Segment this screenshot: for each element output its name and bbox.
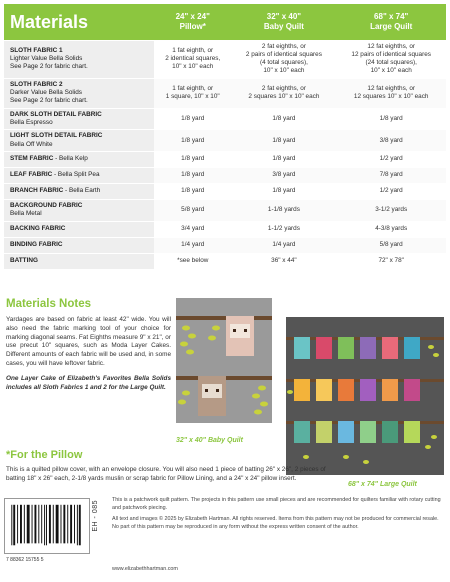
pillow-body: This is a quilted pillow cover, with an envelope closure. You will also need 1 piece of batting 26" x 26", 2 pieces of batting 18" x 26" each, 2-1/8 yards muslin or scrap fabric for Pillow Lining, and a 24" x 24" pillow insert. xyxy=(6,466,326,482)
table-row xyxy=(4,78,446,108)
quantity-cell: 1-1/2 yards xyxy=(231,221,336,237)
quantity-cell: 3/4 yard xyxy=(154,221,231,237)
pillow-notes xyxy=(6,448,336,484)
website-link[interactable]: www.elizabethhartman.com xyxy=(112,566,178,572)
barcode xyxy=(4,498,90,554)
layer-cake-note: One Layer Cake of Elizabeth's Favorites Bella Solids includes all Sloth Fabrics 1 and 2 for the Large Quilt. xyxy=(6,374,171,391)
table-row xyxy=(4,108,446,130)
fabric-name-cell: BINDING FABRIC xyxy=(4,237,154,253)
fabric-name-cell: SLOTH FABRIC 1 Lighter Value Bella Solids See Page 2 for fabric chart. xyxy=(4,40,154,78)
quantity-cell: 5/8 yard xyxy=(154,200,231,222)
baby-quilt-caption: 32" x 40" Baby Quilt xyxy=(176,437,243,444)
legal-paragraph-2: All text and images © 2025 by Elizabeth Hartman. All rights reserved. Items from this pattern may not be produced for commercial resale. No part of this pattern may be reproduced in any form without the express written consent of the author. xyxy=(112,516,439,531)
table-row xyxy=(4,184,446,200)
quantity-cell: 3-1/2 yards xyxy=(336,200,446,222)
quantity-cell: 1/8 yard xyxy=(154,168,231,184)
quantity-cell: 36" x 44" xyxy=(231,253,336,269)
table-row xyxy=(4,200,446,222)
materials-notes-body: Yardages are based on fabric at least 42" wide. You will also need the fabric marking tool of your choice for marking diagonal seams. Fat Eighths measure 9" x 21", or use precut 10" squares, such as Moda Layer Cakes. Different amounts of each fabric will be used and, in some cases, you will have leftover fabric. xyxy=(6,315,171,367)
table-row xyxy=(4,40,446,78)
column-header-pillow: 24" x 24" Pillow* xyxy=(154,4,231,40)
table-row xyxy=(4,221,446,237)
baby-quilt-image xyxy=(176,298,272,423)
table-row xyxy=(4,152,446,168)
quantity-cell: 12 fat eighths, or 12 pairs of identical squares (24 total squares), 10" x 10" each xyxy=(336,40,446,78)
quantity-cell: 7/8 yard xyxy=(336,168,446,184)
quantity-cell: 5/8 yard xyxy=(336,237,446,253)
quantity-cell: 1/8 yard xyxy=(336,108,446,130)
materials-notes-heading: Materials Notes xyxy=(6,298,92,310)
quantity-cell: 2 fat eighths, or 2 squares 10" x 10" each xyxy=(231,78,336,108)
fabric-name-cell: SLOTH FABRIC 2 Darker Value Bella Solids See Page 2 for fabric chart. xyxy=(4,78,154,108)
quantity-cell: 3/8 yard xyxy=(336,130,446,152)
quantity-cell: 1/8 yard xyxy=(231,152,336,168)
column-header-baby-quilt: 32" x 40" Baby Quilt xyxy=(231,4,336,40)
large-quilt-caption: 68" x 74" Large Quilt xyxy=(348,481,417,488)
quantity-cell: 1/8 yard xyxy=(231,130,336,152)
quantity-cell: 1/8 yard xyxy=(154,152,231,168)
quantity-cell: 1 fat eighth, or 2 identical squares, 10" x 10" each xyxy=(154,40,231,78)
quantity-cell: 1-1/8 yards xyxy=(231,200,336,222)
quantity-cell: 1/8 yard xyxy=(154,108,231,130)
quantity-cell: 1/8 yard xyxy=(231,184,336,200)
quantity-cell: 2 fat eighths, or 2 pairs of identical squares (4 total squares), 10" x 10" each xyxy=(231,40,336,78)
barcode-number: 7 88362 15755 5 xyxy=(6,557,44,563)
pillow-heading: *For the Pillow xyxy=(6,449,83,461)
quantity-cell: 1/8 yard xyxy=(154,130,231,152)
quantity-cell: 1/8 yard xyxy=(154,184,231,200)
sku-label: EH - 085 xyxy=(92,500,99,532)
materials-title: Materials xyxy=(4,4,154,40)
legal-paragraph-1: This is a patchwork quilt pattern. The projects in this pattern use small pieces and are recommended for quilters familiar with rotary cutting and patchwork piecing. xyxy=(112,497,441,511)
fabric-name-cell: LIGHT SLOTH DETAIL FABRIC Bella Off White xyxy=(4,130,154,152)
quantity-cell: 1/4 yard xyxy=(154,237,231,253)
table-row xyxy=(4,253,446,269)
quantity-cell: 3/8 yard xyxy=(231,168,336,184)
fabric-name-cell: BACKGROUND FABRIC Bella Metal xyxy=(4,200,154,222)
quantity-cell: 1/2 yard xyxy=(336,184,446,200)
fabric-name-cell: LEAF FABRIC - Bella Split Pea xyxy=(4,168,154,184)
quantity-cell: *see below xyxy=(154,253,231,269)
quantity-cell: 1/4 yard xyxy=(231,237,336,253)
materials-table xyxy=(4,4,446,270)
legal-text xyxy=(112,497,442,536)
fabric-name-cell: BATTING xyxy=(4,253,154,269)
quantity-cell: 1/8 yard xyxy=(231,108,336,130)
materials-notes xyxy=(6,297,171,392)
table-row xyxy=(4,237,446,253)
fabric-name-cell: DARK SLOTH DETAIL FABRIC Bella Espresso xyxy=(4,108,154,130)
quantity-cell: 1/2 yard xyxy=(336,152,446,168)
quantity-cell: 12 fat eighths, or 12 squares 10" x 10" each xyxy=(336,78,446,108)
table-row xyxy=(4,130,446,152)
quantity-cell: 1 fat eighth, or 1 square, 10" x 10" xyxy=(154,78,231,108)
column-header-large-quilt: 68" x 74" Large Quilt xyxy=(336,4,446,40)
fabric-name-cell: BRANCH FABRIC - Bella Earth xyxy=(4,184,154,200)
quantity-cell: 72" x 78" xyxy=(336,253,446,269)
quantity-cell: 4-3/8 yards xyxy=(336,221,446,237)
fabric-name-cell: BACKING FABRIC xyxy=(4,221,154,237)
table-header-row xyxy=(4,4,446,40)
fabric-name-cell: STEM FABRIC - Bella Kelp xyxy=(4,152,154,168)
table-row xyxy=(4,168,446,184)
